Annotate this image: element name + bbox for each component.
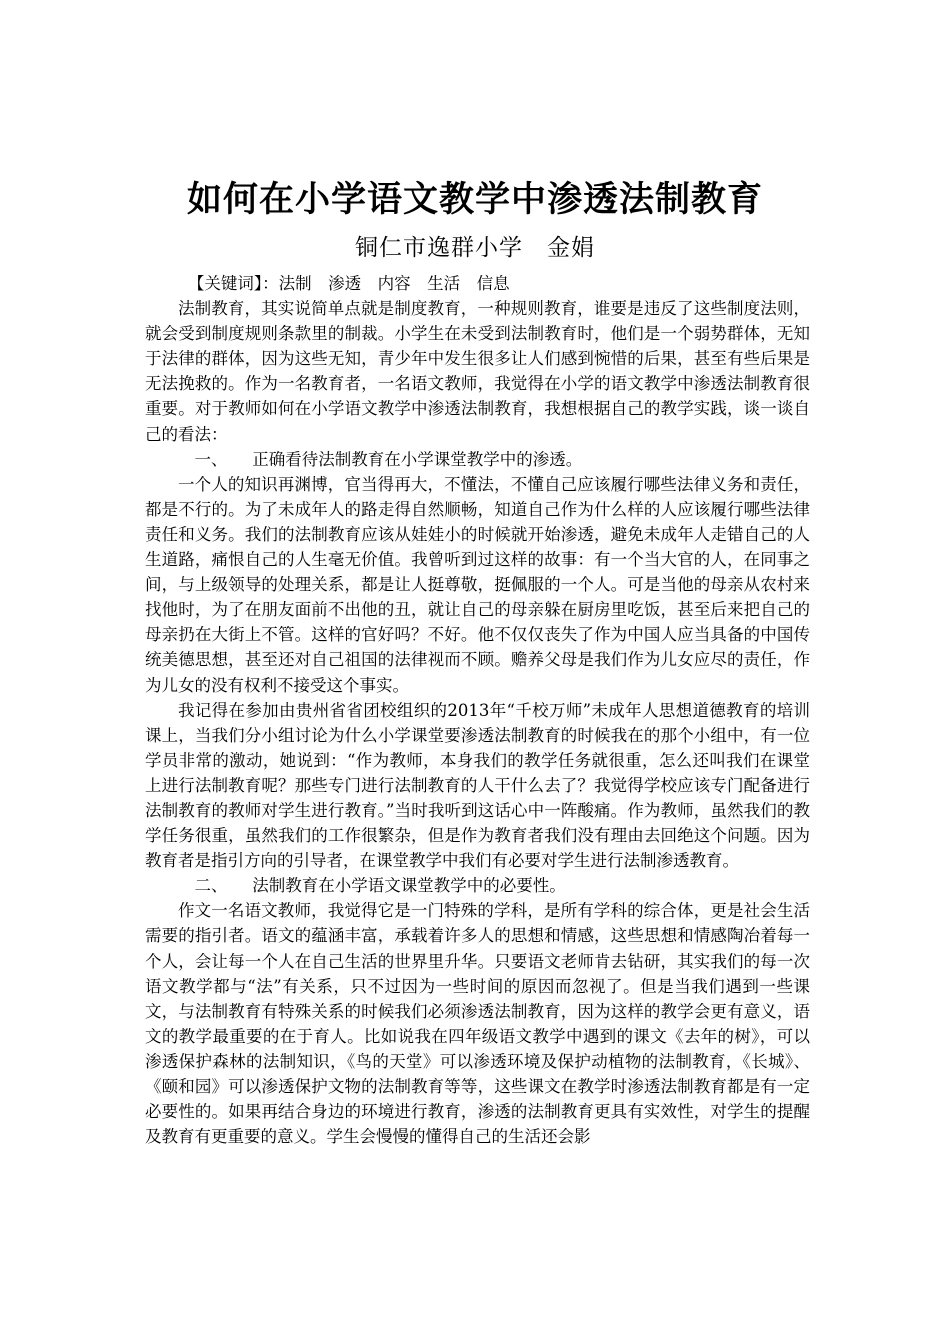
- author-line: 铜仁市逸群小学 金娟: [355, 235, 595, 261]
- section-heading-text: 正确看待法制教育在小学课堂教学中的渗透。: [252, 449, 583, 469]
- document-body: [145, 271, 810, 1149]
- section-number: 一、: [194, 449, 228, 469]
- section-heading-1: [145, 447, 810, 472]
- document-title: 如何在小学语文教学中渗透法制教育: [186, 179, 763, 220]
- section-heading-text: 法制教育在小学语文课堂教学中的必要性。: [252, 876, 566, 896]
- section-heading-2: [145, 873, 810, 898]
- section-number: 二、: [194, 876, 228, 896]
- paragraph-section1-b: 我记得在参加由贵州省省团校组织的2013年“千校万师”未成年人思想道德教育的培训课上，当我们分小组讨论为什么小学课堂要渗透法制教育的时候我在的那个小组中，有一位学员非常的激动，她说到：“作为教师，本身我们的教学任务就很重，怎么还叫我们在课堂上进行法制教育呢？那些专门进行法制教育的人干什么去了？我觉得学校应该专门配备进行法制教育的教师对学生进行教育。”当时我听到这话心中一阵酸痛。作为教师，虽然我们的教学任务很重，虽然我们的工作很繁杂，但是作为教育者我们没有理由去回绝这个问题。因为教育者是指引方向的引导者，在课堂教学中我们有必要对学生进行法制渗透教育。: [145, 700, 810, 871]
- keywords-line: 【关键词】：法制 渗透 内容 生活 信息: [187, 274, 510, 293]
- paragraph-section2-a: 作文一名语文教师，我觉得它是一门特殊的学科，是所有学科的综合体，更是社会生活需要的指引者。语文的蕴涵丰富，承载着许多人的思想和情感，这些思想和情感陶冶着每一个人，会让每一个人在自己生活的世界里升华。只要语文老师肯去钻研，其实我们的每一次语文教学都与“法”有关系，只不过因为一些时间的原因而忽视了。但是当我们遇到一些课文，与法制教育有特殊关系的时候我们必须渗透法制教育，因为这样的教学会更有意义，语文的教学最重要的在于育人。比如说我在四年级语文教学中遇到的课文《去年的树》，可以渗透保护森林的法制知识，《鸟的天堂》可以渗透环境及保护动植物的法制教育，《长城》、《颐和园》可以渗透保护文物的法制教育等等，这些课文在教学时渗透法制教育都是有一定必要性的。如果再结合身边的环境进行教育，渗透的法制教育更具有实效性，对学生的提醒及教育有更重要的意义。学生会慢慢的懂得自己的生活还会影: [145, 901, 810, 1147]
- paragraph-intro: 法制教育，其实说简单点就是制度教育，一种规则教育，谁要是违反了这些制度法则，就会受到制度规则条款里的制裁。小学生在未受到法制教育时，他们是一个弱势群体，无知于法律的群体，因为这些无知，青少年中发生很多让人们感到惋惜的后果，甚至有些后果是无法挽救的。作为一名教育者，一名语文教师，我觉得在小学的语文教学中渗透法制教育很重要。对于教师如何在小学语文教学中渗透法制教育，我想根据自己的教学实践，谈一谈自己的看法：: [145, 299, 810, 444]
- paragraph-section1-a: 一个人的知识再渊博，官当得再大，不懂法，不懂自己应该履行哪些法律义务和责任，都是不行的。为了未成年人的路走得自然顺畅，知道自己作为什么样的人应该履行哪些法律责任和义务。我们的法制教育应该从娃娃小的时候就开始渗透，避免未成年人走错自己的人生道路，痛恨自己的人生毫无价值。我曾听到过这样的故事：有一个当大官的人，在同事之间，与上级领导的处理关系，都是让人挺尊敬，挺佩服的一个人。可是当他的母亲从农村来找他时，为了在朋友面前不出他的丑，就让自己的母亲躲在厨房里吃饭，甚至后来把自己的母亲扔在大街上不管。这样的官好吗？不好。他不仅仅丧失了作为中国人应当具备的中国传统美德思想，甚至还对自己祖国的法律视而不顾。赡养父母是我们作为儿女应尽的责任，作为儿女的没有权利不接受这个事实。: [145, 474, 810, 695]
